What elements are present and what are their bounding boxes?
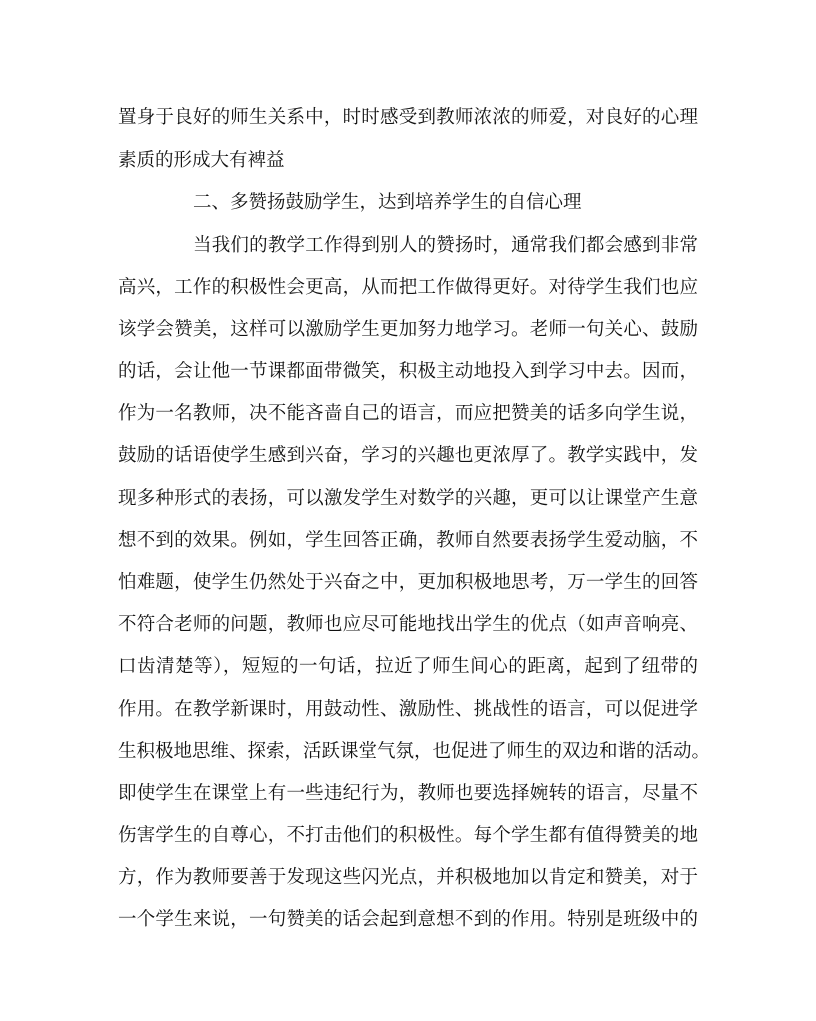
- section-heading: 二、多赞扬鼓励学生，达到培养学生的自信心理: [193, 192, 582, 213]
- text-line: 生积极地思维、探索，活跃课堂气氛，也促进了师生的双边和谐的活动。: [118, 741, 711, 762]
- text-line: 高兴，工作的积极性会更高，从而把工作做得更好。对待学生我们也应: [118, 277, 698, 298]
- text-line: 置身于良好的师生关系中，时时感受到教师浓浓的师爱，对良好的心理: [118, 107, 698, 128]
- text-line: 鼓励的话语使学生感到兴奋，学习的兴趣也更浓厚了。教学实践中，发: [118, 445, 698, 466]
- text-line: 素质的形成大有裨益: [118, 150, 285, 171]
- text-line: 即使学生在课堂上有一些违纪行为，教师也要选择婉转的语言，尽量不: [118, 783, 698, 804]
- text-line: 现多种形式的表扬，可以激发学生对数学的兴趣，更可以让课堂产生意: [118, 488, 698, 509]
- text-line: 作用。在教学新课时，用鼓动性、激励性、挑战性的语言，可以促进学: [118, 699, 698, 720]
- text-line: 当我们的教学工作得到别人的赞扬时，通常我们都会感到非常: [193, 235, 698, 256]
- text-line: 不符合老师的问题，教师也应尽可能地找出学生的优点（如声音响亮、: [118, 614, 698, 635]
- text-line: 想不到的效果。例如，学生回答正确，教师自然要表扬学生爱动脑，不: [118, 530, 698, 551]
- text-line: 一个学生来说，一句赞美的话会起到意想不到的作用。特别是班级中的: [118, 909, 698, 930]
- text-line: 口齿清楚等），短短的一句话，拉近了师生间心的距离，起到了纽带的: [118, 656, 698, 677]
- text-line: 的话，会让他一节课都面带微笑，积极主动地投入到学习中去。因而，: [118, 361, 698, 382]
- text-line: 伤害学生的自尊心，不打击他们的积极性。每个学生都有值得赞美的地: [118, 825, 698, 846]
- text-line: 该学会赞美，这样可以激励学生更加努力地学习。老师一句关心、鼓励: [118, 319, 698, 340]
- text-line: 怕难题，使学生仍然处于兴奋之中，更加积极地思考，万一学生的回答: [118, 572, 698, 593]
- text-line: 作为一名教师，决不能吝啬自己的语言，而应把赞美的话多向学生说，: [118, 403, 698, 424]
- text-line: 方，作为教师要善于发现这些闪光点，并积极地加以肯定和赞美，对于: [118, 867, 698, 888]
